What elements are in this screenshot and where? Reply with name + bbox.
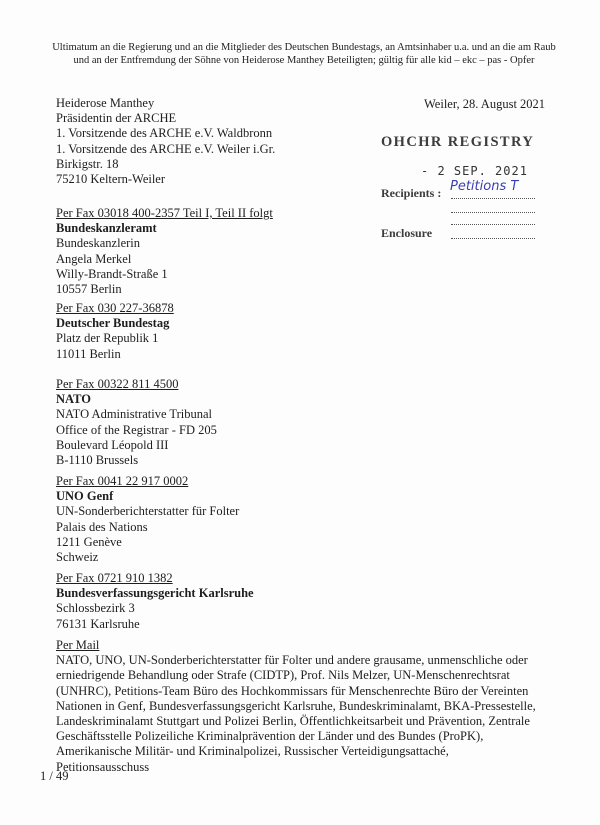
mail-label: Per Mail <box>56 638 100 652</box>
recipient-line: Schlossbezirk 3 <box>56 601 135 616</box>
recipient-block-bundestag <box>56 301 174 362</box>
mail-line: NATO, UNO, UN-Sonderberichterstatter für Folter und andere grausame, unmenschliche oder <box>56 653 528 668</box>
recipient-line: 76131 Karlsruhe <box>56 616 140 631</box>
recipient-line: Willy-Brandt-Straße 1 <box>56 266 168 281</box>
fax-number: Per Fax 030 227-36878 <box>56 301 174 315</box>
recipient-line: Bundeskanzlerin <box>56 236 141 251</box>
handwritten-note: Petitions T <box>450 179 519 194</box>
recipient-block-chancellery <box>56 206 273 297</box>
recipients-label: Recipients : <box>381 186 442 200</box>
mail-recipients-text <box>56 653 544 775</box>
mail-line: Nationen in Genf, Bundesverfassungsgericht Karlsruhe, Bundeskriminalamt, BKA-Pressestelle, <box>56 698 536 713</box>
header-line-1: Ultimatum an die Regierung und an die Mitglieder des Deutschen Bundestags, an Amtsinhaber u.a. und an die am Raub <box>52 42 556 53</box>
recipient-block-uno <box>56 474 239 565</box>
recipient-line: UN-Sonderberichterstatter für Folter <box>56 504 240 519</box>
sender-line: Birkigstr. 18 <box>56 156 119 171</box>
recipient-line: B-1110 Brussels <box>56 453 139 468</box>
recipient-name: Bundesverfassungsgericht Karlsruhe <box>56 586 254 601</box>
recipient-line: 11011 Berlin <box>56 346 121 361</box>
mail-line: Landeskriminalamt Stuttgart und Polizei Berlin, Öffentlichkeitsarbeit und Prävention, Zentrale <box>56 714 530 729</box>
stamp-date: - 2 SEP. 2021 <box>421 164 528 178</box>
recipient-line: Palais des Nations <box>56 519 148 534</box>
recipient-line: 1211 Genève <box>56 534 122 549</box>
sender-line: Heiderose Manthey <box>56 96 155 110</box>
enclosure-label: Enclosure <box>381 226 433 240</box>
enclosure-dotted-line <box>451 238 535 239</box>
recipient-line: Office of the Registrar - FD 205 <box>56 422 217 437</box>
letter-date: Weiler, 28. August 2021 <box>424 97 546 111</box>
sender-line: Präsidentin der ARCHE <box>56 111 177 126</box>
recipient-block-constitutional-court <box>56 571 254 632</box>
recipients-dotted-line <box>451 198 535 199</box>
mail-line: erniedrigende Behandlung oder Strafe (CIDTP), Prof. Nils Melzer, UN-Menschenrechtsrat <box>56 668 510 683</box>
fax-number: Per Fax 00322 811 4500 <box>56 377 179 391</box>
recipient-line: Schweiz <box>56 550 99 565</box>
fax-number: Per Fax 0721 910 1382 <box>56 571 173 585</box>
recipient-line: Platz der Republik 1 <box>56 331 159 346</box>
recipient-name: UNO Genf <box>56 489 114 504</box>
recipients-dotted-line <box>451 212 535 213</box>
mail-line: Amerikanische Militär- und Kriminalpolizei, Russischer Verteidigungsattaché, Petitionsausschuss <box>56 744 449 774</box>
header-line-2: und an der Entfremdung der Söhne von Heiderose Manthey Beteiligten; gültig für alle kid – ekc – pas - Opfer <box>73 55 535 66</box>
document-header <box>40 41 568 67</box>
mail-line: (UNHRC), Petitions-Team Büro des Hochkommissars für Menschenrechte Büro der Vereinten <box>56 683 529 698</box>
page-number: 1 / 49 <box>40 769 69 783</box>
recipient-line: NATO Administrative Tribunal <box>56 407 213 422</box>
recipient-name: Bundeskanzleramt <box>56 221 157 236</box>
mail-line: Geschäftsstelle Polizeiliche Kriminalprävention der Länder und des Bundes (ProPK), <box>56 729 484 744</box>
fax-number: Per Fax 0041 22 917 0002 <box>56 474 189 488</box>
sender-address <box>56 96 275 187</box>
recipient-line: Angela Merkel <box>56 251 132 266</box>
recipient-line: 10557 Berlin <box>56 282 122 297</box>
sender-line: 75210 Keltern-Weiler <box>56 172 166 187</box>
recipient-block-nato <box>56 377 217 468</box>
recipient-line: Boulevard Léopold III <box>56 437 169 452</box>
fax-number: Per Fax 03018 400-2357 Teil I, Teil II folgt <box>56 206 273 220</box>
recipient-name: NATO <box>56 392 91 407</box>
mail-recipients <box>56 638 544 775</box>
sender-line: 1. Vorsitzende des ARCHE e.V. Weiler i.Gr. <box>56 141 276 156</box>
recipient-name: Deutscher Bundestag <box>56 316 170 331</box>
enclosure-dotted-line <box>451 224 535 225</box>
sender-line: 1. Vorsitzende des ARCHE e.V. Waldbronn <box>56 126 273 141</box>
stamp-title: OHCHR REGISTRY <box>381 134 535 150</box>
